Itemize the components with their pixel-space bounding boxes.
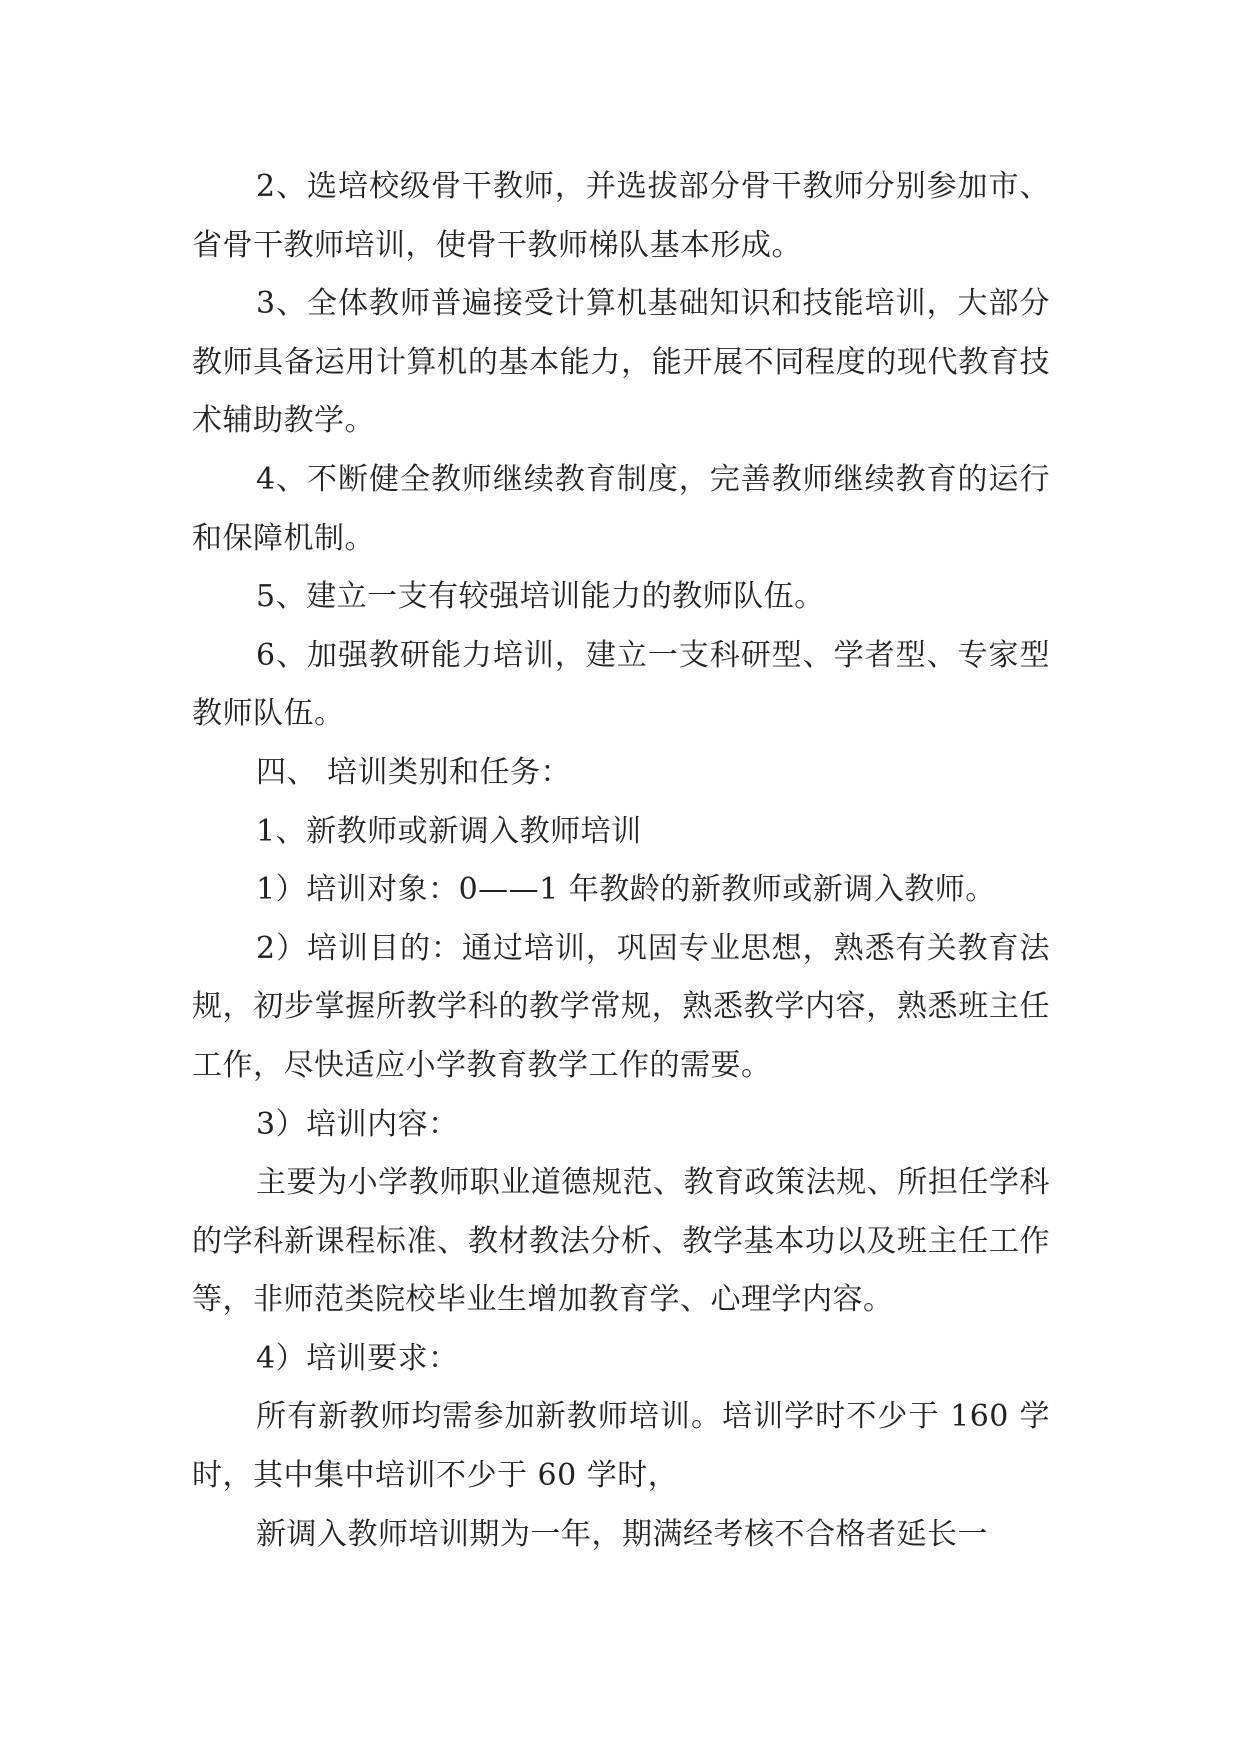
subheading-new-teacher-training: 1、新教师或新调入教师培训 [256, 813, 642, 849]
paragraph-transfer-teacher-period: 新调入教师培训期为一年，期满经考核不合格者延长一 [256, 1516, 988, 1552]
paragraph-training-content: 主要为小学教师职业道德规范、教育政策法规、所担任学科的学科新课程标准、教材教法分析、教学基本功以及班主任工作等，非师范类院校毕业生增加教育学、心理学内容。 [192, 1165, 1050, 1318]
paragraph-goal-4: 4、不断健全教师继续教育制度，完善教师继续教育的运行和保障机制。 [192, 461, 1050, 556]
document-body [192, 158, 1050, 1564]
paragraph-training-content-heading: 3）培训内容： [256, 1106, 459, 1142]
paragraph-goal-5: 5、建立一支有较强培训能力的教师队伍。 [256, 579, 825, 615]
paragraph-training-requirements-heading: 4）培训要求： [256, 1340, 459, 1376]
paragraph-goal-2: 2、选培校级骨干教师，并选拔部分骨干教师分别参加市、省骨干教师培训，使骨干教师梯队基本形成。 [192, 169, 1050, 263]
paragraph-training-purpose: 2）培训目的：通过培训，巩固专业思想，熟悉有关教育法规，初步掌握所教学科的教学常规，熟悉教学内容，熟悉班主任工作，尽快适应小学教育教学工作的需要。 [192, 930, 1050, 1083]
paragraph-training-target: 1）培训对象：0——1 年教龄的新教师或新调入教师。 [256, 872, 996, 908]
paragraph-goal-3: 3、全体教师普遍接受计算机基础知识和技能培训，大部分教师具备运用计算机的基本能力，能开展不同程度的现代教育技术辅助教学。 [192, 286, 1050, 439]
paragraph-training-requirements: 所有新教师均需参加新教师培训。培训学时不少于 160 学时，其中集中培训不少于 60 学时， [192, 1399, 1050, 1494]
paragraph-goal-6: 6、加强教研能力培训，建立一支科研型、学者型、专家型教师队伍。 [192, 637, 1050, 732]
section-heading-training-types: 四、 培训类别和任务： [256, 754, 572, 790]
